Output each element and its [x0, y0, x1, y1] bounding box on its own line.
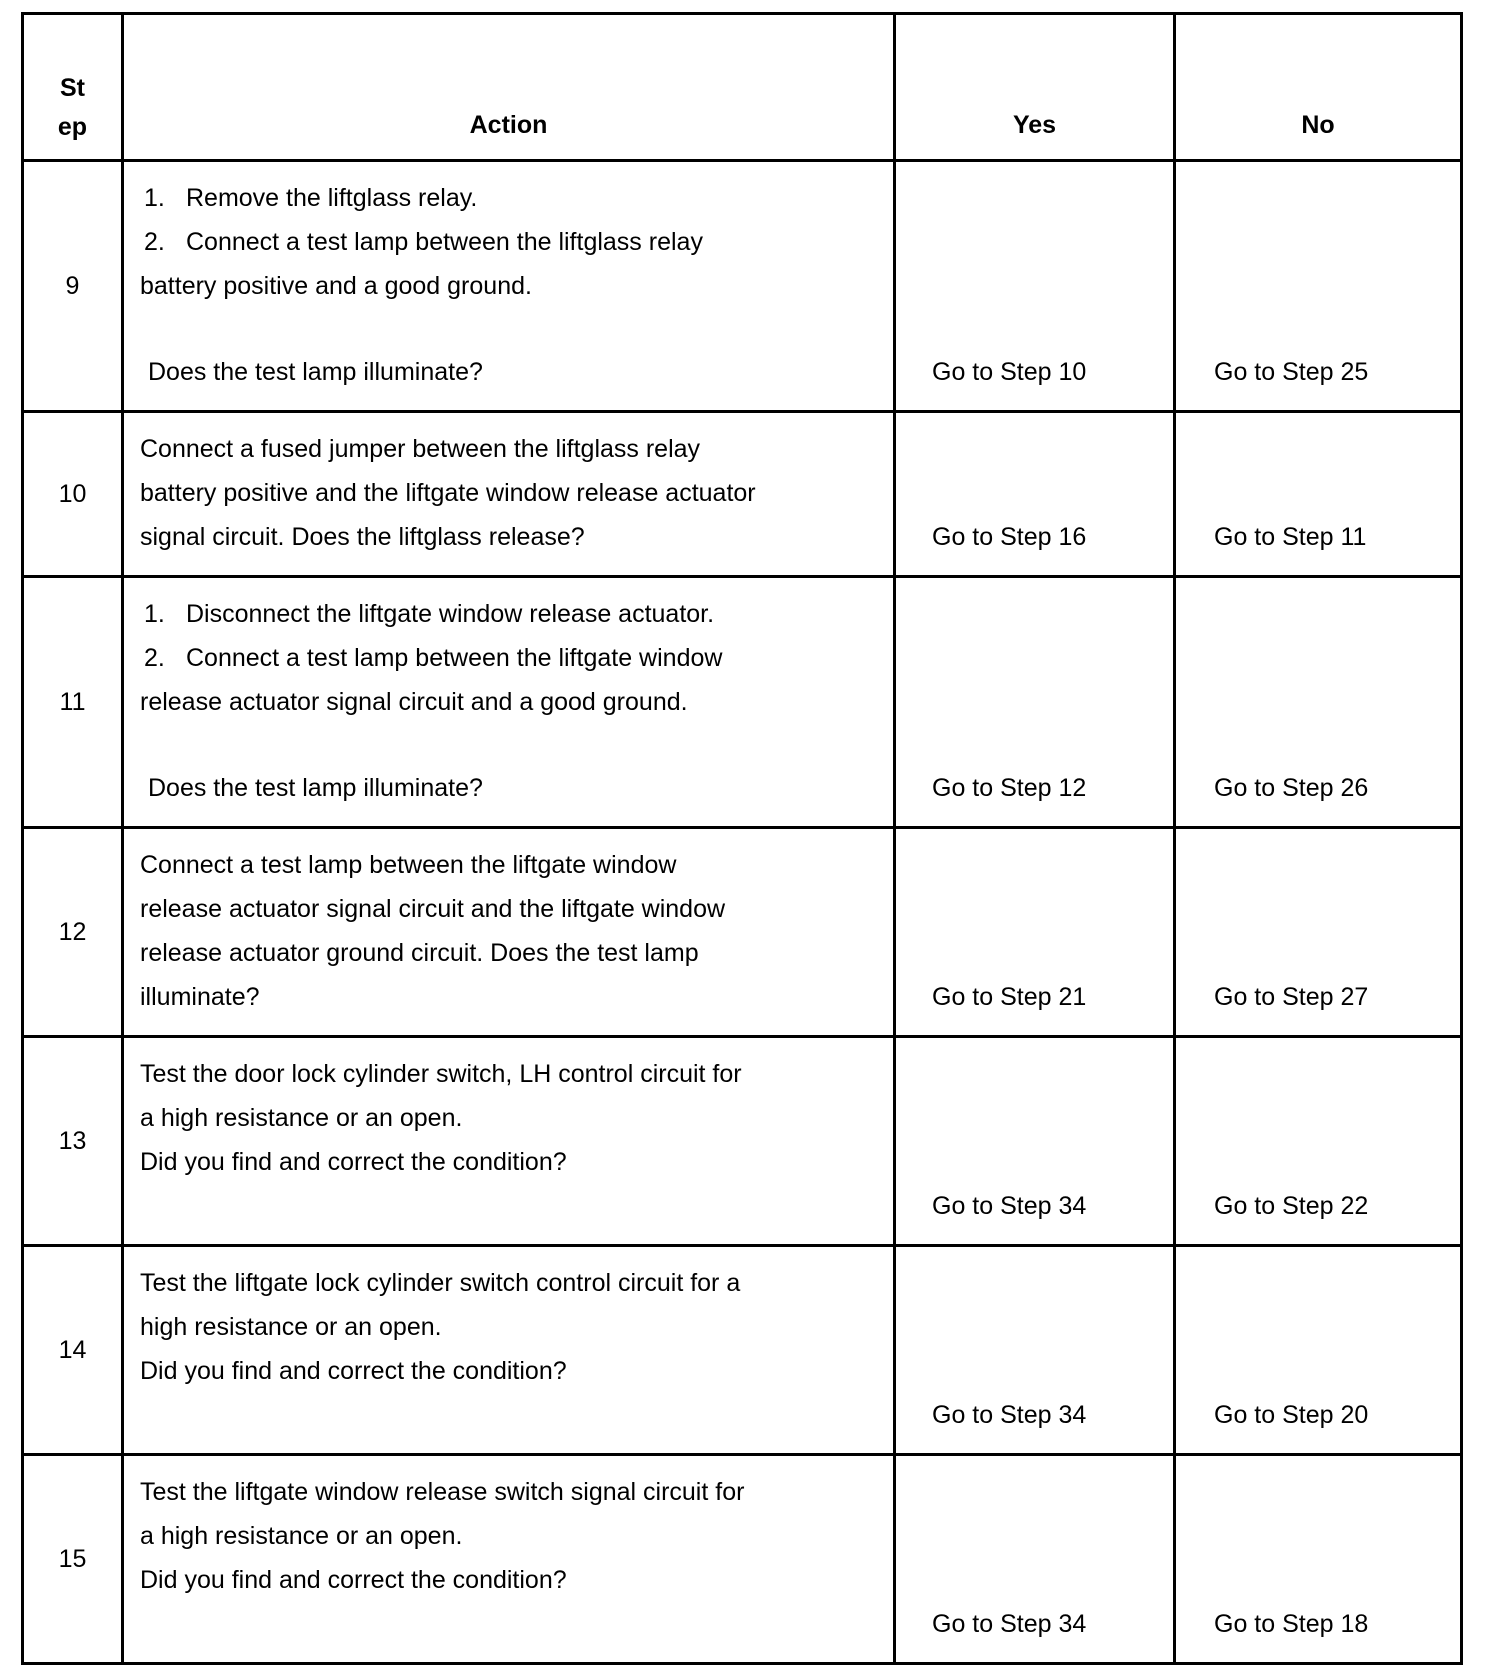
- table-row: [23, 161, 1462, 412]
- no-cell: Go to Step 11: [1175, 412, 1462, 577]
- step-number: 11: [23, 577, 123, 828]
- action-line: release actuator ground circuit. Does the test lamp: [140, 939, 699, 967]
- step-number: 13: [23, 1037, 123, 1246]
- action-line: Did you find and correct the condition?: [140, 1566, 567, 1594]
- action-line: illuminate?: [140, 983, 260, 1011]
- yes-cell: Go to Step 34: [895, 1455, 1175, 1664]
- action-line: battery positive and a good ground.: [140, 272, 532, 300]
- action-line: Did you find and correct the condition?: [140, 1148, 567, 1176]
- action-line: Did you find and correct the condition?: [140, 1357, 567, 1385]
- table-row: [23, 412, 1462, 577]
- yes-cell: Go to Step 34: [895, 1037, 1175, 1246]
- action-line: signal circuit. Does the liftglass release?: [140, 523, 585, 551]
- header-yes: Yes: [895, 14, 1175, 161]
- action-line: battery positive and the liftgate window release actuator: [140, 479, 756, 507]
- action-line: 2. Connect a test lamp between the liftglass relay: [144, 228, 703, 256]
- step-number: 12: [23, 828, 123, 1037]
- action-line: Connect a test lamp between the liftgate window: [140, 851, 677, 879]
- action-line: high resistance or an open.: [140, 1313, 442, 1341]
- table-row: [23, 1455, 1462, 1664]
- diagnostic-table: [21, 12, 1463, 1665]
- header-action: Action: [123, 14, 895, 161]
- action-line: 2. Connect a test lamp between the liftgate window: [144, 644, 723, 672]
- no-cell: Go to Step 25: [1175, 161, 1462, 412]
- action-line: Connect a fused jumper between the liftglass relay: [140, 435, 701, 463]
- action-line: 1. Remove the liftglass relay.: [144, 184, 478, 212]
- header-row: [23, 14, 1462, 161]
- action-line: release actuator signal circuit and the liftgate window: [140, 895, 726, 923]
- action-cell: [123, 1455, 895, 1664]
- header-step-line2: ep: [57, 113, 88, 141]
- action-cell: [123, 577, 895, 828]
- yes-cell: Go to Step 12: [895, 577, 1175, 828]
- action-line: a high resistance or an open.: [140, 1104, 463, 1132]
- step-number: 9: [23, 161, 123, 412]
- action-line: release actuator signal circuit and a good ground.: [140, 688, 688, 716]
- no-cell: Go to Step 26: [1175, 577, 1462, 828]
- header-no: No: [1175, 14, 1462, 161]
- header-step: [23, 14, 123, 161]
- table-row: [23, 1246, 1462, 1455]
- action-cell: [123, 412, 895, 577]
- no-cell: Go to Step 22: [1175, 1037, 1462, 1246]
- action-line: Test the liftgate lock cylinder switch control circuit for a: [140, 1269, 741, 1297]
- table-row: [23, 828, 1462, 1037]
- no-cell: Go to Step 27: [1175, 828, 1462, 1037]
- action-cell: [123, 828, 895, 1037]
- yes-cell: Go to Step 16: [895, 412, 1175, 577]
- action-line: Test the door lock cylinder switch, LH control circuit for: [140, 1060, 742, 1088]
- table-row: [23, 577, 1462, 828]
- action-line: a high resistance or an open.: [140, 1522, 463, 1550]
- action-line: Test the liftgate window release switch signal circuit for: [140, 1478, 745, 1506]
- action-cell: [123, 1246, 895, 1455]
- header-step-line1: St: [60, 74, 85, 102]
- action-cell: [123, 1037, 895, 1246]
- table-row: [23, 1037, 1462, 1246]
- yes-cell: Go to Step 34: [895, 1246, 1175, 1455]
- yes-cell: Go to Step 21: [895, 828, 1175, 1037]
- no-cell: Go to Step 18: [1175, 1455, 1462, 1664]
- yes-cell: Go to Step 10: [895, 161, 1175, 412]
- action-line: 1. Disconnect the liftgate window release actuator.: [144, 600, 715, 628]
- no-cell: Go to Step 20: [1175, 1246, 1462, 1455]
- step-number: 10: [23, 412, 123, 577]
- step-number: 15: [23, 1455, 123, 1664]
- action-question: Does the test lamp illuminate?: [148, 774, 483, 802]
- action-cell: [123, 161, 895, 412]
- action-question: Does the test lamp illuminate?: [148, 358, 483, 386]
- step-number: 14: [23, 1246, 123, 1455]
